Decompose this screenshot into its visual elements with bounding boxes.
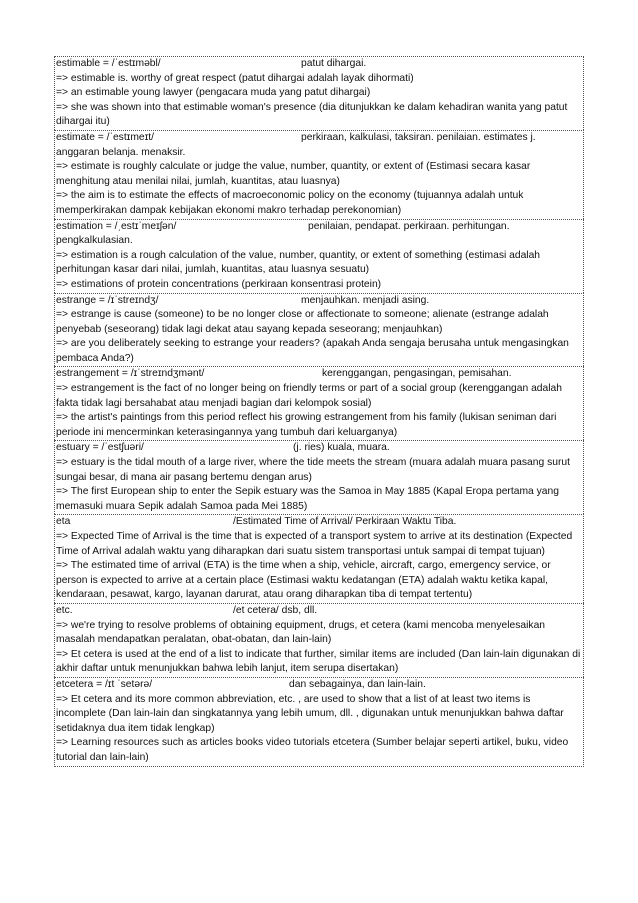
dictionary-entry — [54, 514, 584, 603]
entry-example-line: => an estimable young lawyer (pengacara muda yang patut dihargai) — [56, 87, 371, 99]
entry-example-line: => The estimated time of arrival (ETA) is the time when a ship, vehicle, aircraft, cargo, emergency service, or person is expected to arrive at a certain place (Estimasi waktu kedatangan (ETA) adalah waktu ketika kapal, kendaraan, pesawat, kargo, layanan darurat, atau orang diharapkan tiba di tempat tertentu) — [56, 560, 551, 601]
dictionary-entry — [54, 130, 584, 219]
entry-term: estrangement = /ɪˈstreɪndʒmənt/ — [56, 368, 205, 380]
dictionary-page — [54, 56, 584, 767]
entry-meaning: penilaian, pendapat. perkiraan. perhitungan. — [308, 220, 510, 232]
entry-term: etcetera = /ɪt ˈsetərə/ — [56, 678, 153, 690]
entry-meaning: /et cetera/ dsb, dll. — [233, 604, 318, 616]
dictionary-entry — [54, 603, 584, 677]
entry-meaning-continued: pengkalkulasian. — [56, 235, 133, 247]
entry-example-line: => are you deliberately seeking to estrange your readers? (apakah Anda sengaja berusaha untuk mengasingkan pembaca Anda?) — [56, 338, 569, 364]
dictionary-entry — [54, 366, 584, 440]
entry-example-line: => The first European ship to enter the Sepik estuary was the Samoa in May 1885 (Kapal Eropa pertama yang memasuki muara Sepik adalah Samoa pada Mei 1885) — [56, 486, 559, 512]
entry-headword-row — [56, 515, 582, 530]
dictionary-entry — [54, 219, 584, 293]
entry-meaning-continued: anggaran belanja. menaksir. — [56, 146, 186, 158]
entry-term: estimation = /ˌestɪˈmeɪʃən/ — [56, 220, 177, 232]
entry-term: estuary = /ˈestʃuəri/ — [56, 442, 144, 454]
entry-example-line: => estimable is. worthy of great respect (patut dihargai adalah layak dihormati) — [56, 72, 414, 84]
dictionary-entry — [54, 677, 584, 767]
entry-example-line: => Et cetera and its more common abbreviation, etc. , are used to show that a list of at least two items is incomplete (Dan lain-lain dan singkatannya yang lebih umum, dll. , digunakan untuk menunjukkan bahwa daftar setidaknya dua item tidak lengkap) — [56, 693, 564, 734]
entry-example-line: => estimations of protein concentrations (perkiraan konsentrasi protein) — [56, 278, 382, 290]
entry-example-line: => we're trying to resolve problems of obtaining equipment, drugs, et cetera (kami mencoba menyelesaikan masalah mendapatkan peralatan, obat-obatan, dan lain-lain) — [56, 619, 546, 646]
entry-example-line: => estrange is cause (someone) to be no longer close or affectionate to someone; alienate (estrange adalah penyebab (seseorang) tidak lagi dekat atau sayang kepada seseorang; menjauhkan) — [56, 309, 549, 335]
entry-example-line: => she was shown into that estimable woman's presence (dia ditunjukkan ke dalam kehadiran wanita yang patut dihargai itu) — [56, 101, 568, 128]
entry-headword-row — [56, 441, 582, 456]
dictionary-entry — [54, 56, 584, 130]
entry-term: estimate = /ˈestɪmeɪt/ — [56, 131, 155, 143]
entry-headword-row — [56, 604, 582, 619]
entry-meaning: (j. ries) kuala, muara. — [293, 442, 390, 454]
entry-headword-row — [56, 367, 582, 382]
entry-example-line: => Et cetera is used at the end of a list to indicate that further, similar items are included (Dan lain-lain digunakan di akhir daftar untuk menunjukkan bahwa lebih lanjut, item serupa disertakan) — [56, 648, 581, 675]
entry-headword-row — [56, 678, 582, 693]
entry-example-line: => the artist's paintings from this period reflect his growing estrangement from his family (lukisan seniman dari periode ini mencerminkan keterasingannya yang tumbuh dari keluarganya) — [56, 412, 557, 438]
entry-example-line: => estrangement is the fact of no longer being on friendly terms or part of a social group (kerenggangan adalah fakta tidak lagi bersahabat atau menjadi bagian dari kelompok sosial) — [56, 383, 563, 409]
entry-example-line: => Expected Time of Arrival is the time that is expected of a transport system to arrive at its destination (Expected Time of Arrival adalah waktu yang diharapkan dari suatu sistem transportasi untuk sampai di tempat tujuan) — [56, 531, 573, 557]
entry-example-line: => estuary is the tidal mouth of a large river, where the tide meets the stream (muara adalah muara pasang surut sungai besar, di mana air pasang bertemu dengan arus) — [56, 457, 570, 483]
entry-term: estimable = /ˈestɪməbl/ — [56, 58, 161, 69]
entry-example-line: => Learning resources such as articles books video tutorials etcetera (Sumber belajar seperti artikel, buku, video tutorial dan lain-lain) — [56, 737, 569, 763]
entry-term: etc. — [56, 604, 73, 616]
entry-meaning: perkiraan, kalkulasi, taksiran. penilaian. estimates j. — [301, 131, 536, 143]
entry-meaning: /Estimated Time of Arrival/ Perkiraan Waktu Tiba. — [233, 516, 457, 528]
entry-term: eta — [56, 516, 71, 528]
dictionary-entry — [54, 293, 584, 367]
entry-meaning: kerenggangan, pengasingan, pemisahan. — [322, 368, 512, 380]
dictionary-entry — [54, 440, 584, 514]
entry-headword-row — [56, 294, 582, 309]
entry-example-line: => estimation is a rough calculation of the value, number, quantity, or extent of something (estimasi adalah perhitungan kasar dari nilai, jumlah, kuantitas, atau luasnya sesuatu) — [56, 249, 541, 276]
entry-headword-row — [56, 57, 582, 72]
entry-meaning: patut dihargai. — [301, 58, 367, 69]
entry-meaning: dan sebagainya, dan lain-lain. — [289, 678, 426, 690]
entry-example-line: => the aim is to estimate the effects of macroeconomic policy on the economy (tujuannya adalah untuk memperkirakan dampak kebijakan ekonomi makro terhadap perekonomian) — [56, 190, 524, 216]
entry-term: estrange = /ɪˈstreɪndʒ/ — [56, 294, 159, 306]
entry-headword-row — [56, 131, 582, 146]
entry-example-line: => estimate is roughly calculate or judge the value, number, quantity, or extent of (Estimasi secara kasar menghitung atau menilai nilai, jumlah, kuantitas, atau luasnya) — [56, 161, 531, 187]
entry-headword-row — [56, 220, 582, 235]
entry-meaning: menjauhkan. menjadi asing. — [301, 294, 430, 306]
